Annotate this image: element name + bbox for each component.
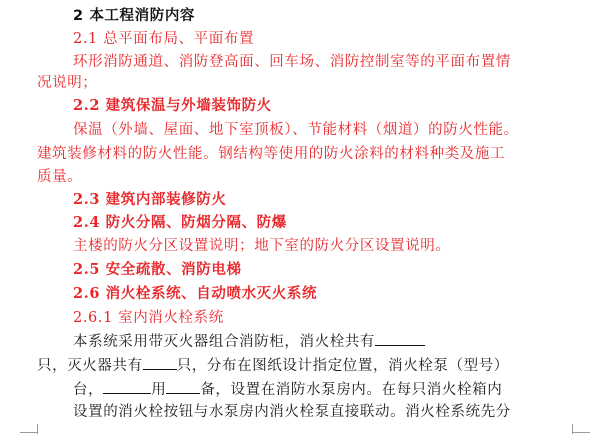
subsection-heading-2-6: 2.6 消火栓系统、自动喷水灭火系统 [73,285,318,302]
paragraph-2-6-1-line3-text-c: 备，设置在消防水泵房内。在每只消火栓箱内 [200,382,503,398]
paragraph-2-6-1-line2-text-b: 只，分布在图纸设计指定位置，消火栓泵（型号） [176,358,509,374]
paragraph-2-6-1-line3 [73,379,502,400]
section-heading-2: 2 本工程消防内容 [73,8,196,24]
paragraph-2-6-1-line2-text-a: 只，灭火器共有 [37,358,143,374]
blank-extinguisher-count [143,355,177,370]
paragraph-2-6-1-line3-text-b: 用 [151,382,167,398]
paragraph-2-6-1-line3-text-a: 台， [73,382,104,398]
subsection-heading-2-4: 2.4 防火分隔、防烟分隔、防爆 [73,214,287,231]
paragraph-2-1-line1: 环形消防通道、消防登高面、回车场、消防控制室等的平面布置情 [73,54,511,70]
subsection-heading-2-5: 2.5 安全疏散、消防电梯 [73,261,242,278]
blank-pump-duty [103,379,151,394]
subsection-heading-2-3: 2.3 建筑内部装修防火 [73,191,227,208]
crop-mark-bottom-left-h [20,432,38,433]
blank-hydrant-count [375,331,425,346]
crop-mark-bottom-right-v [572,424,573,434]
paragraph-2-6-1-line2 [37,355,509,376]
paragraph-2-2-line3: 质量。 [37,169,83,185]
crop-mark-bottom-right-h [572,432,590,433]
paragraph-2-6-1-line4: 设置的消火栓按钮与水泵房内消火栓泵直接联动。消火栓系统先分 [73,404,511,420]
subsection-heading-2-1: 2.1 总平面布局、平面布置 [73,31,255,47]
paragraph-2-4: 主楼的防火分区设置说明；地下室的防火分区设置说明。 [73,238,451,254]
paragraph-2-2-line1: 保温（外墙、屋面、地下室顶板）、节能材料（烟道）的防火性能。 [73,122,519,138]
blank-pump-standby [166,379,200,394]
paragraph-2-1-line2: 况说明； [37,75,98,91]
paragraph-2-6-1-line1 [73,331,425,352]
crop-mark-bottom-left-v [37,424,38,434]
paragraph-2-6-1-line1-text: 本系统采用带灭火器组合消防柜，消火栓共有 [73,334,375,350]
subsection-heading-2-2: 2.2 建筑保温与外墙装饰防火 [73,97,272,114]
paragraph-2-2-line2: 建筑装修材料的防火性能。钢结构等使用的防火涂料的材料种类及施工 [37,146,506,162]
subsection-heading-2-6-1: 2.6.1 室内消火栓系统 [73,310,224,326]
